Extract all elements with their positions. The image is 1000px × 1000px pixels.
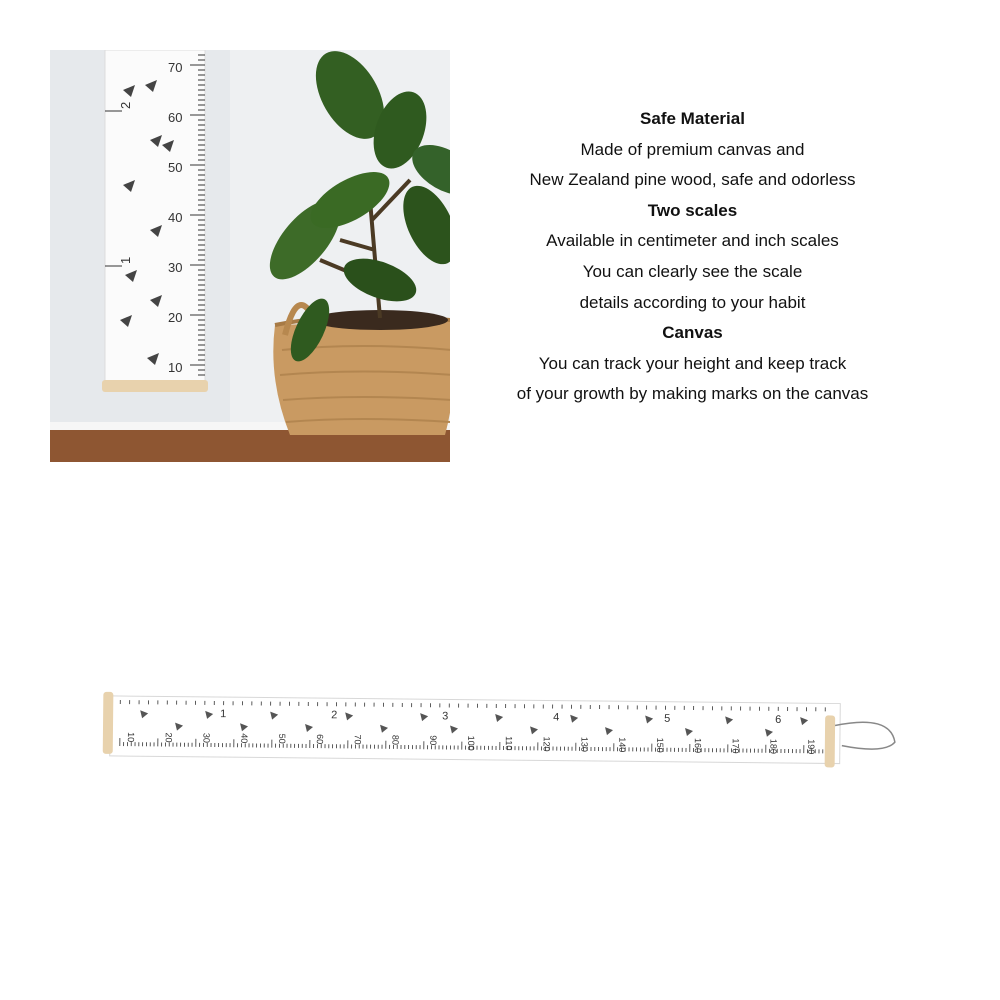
section-line: You can track your height and keep track xyxy=(538,353,847,373)
growth-chart-product xyxy=(100,690,900,770)
wood-end-left xyxy=(103,692,114,754)
cm-label: 150 xyxy=(654,737,666,753)
ruler-number: 20 xyxy=(168,310,183,325)
section-line: of your growth by making marks on the canvas xyxy=(516,384,869,404)
hanging-growth-chart xyxy=(102,50,208,392)
ruler-number: 10 xyxy=(168,360,183,375)
ruler-number: 30 xyxy=(168,260,183,275)
section-line: New Zealand pine wood, safe and odorless xyxy=(529,170,856,190)
ruler-number: 70 xyxy=(168,60,183,75)
cm-label: 180 xyxy=(768,738,779,754)
cm-label: 160 xyxy=(692,738,703,754)
cm-label: 190 xyxy=(806,739,817,755)
cm-label: 140 xyxy=(617,737,628,753)
section-heading: Canvas xyxy=(662,323,723,343)
inch-label: 3 xyxy=(442,710,449,723)
inch-label: 1 xyxy=(220,708,227,721)
section-line: Available in centimeter and inch scales xyxy=(546,231,839,251)
cm-label: 50 xyxy=(277,733,288,744)
inch-label: 6 xyxy=(775,713,782,726)
cm-label: 20 xyxy=(163,732,174,743)
cm-label: 90 xyxy=(428,735,439,746)
inch-label: 5 xyxy=(664,712,671,725)
cm-label: 40 xyxy=(239,733,250,744)
section-line: details according to your habit xyxy=(579,292,806,312)
inch-mark: 1 xyxy=(118,256,133,264)
inch-label: 4 xyxy=(553,711,560,724)
wood-end-right xyxy=(825,715,836,767)
growth-chart-svg xyxy=(100,690,900,770)
inch-mark: 2 xyxy=(118,101,133,109)
section-heading: Two scales xyxy=(647,200,738,220)
ruler-number: 60 xyxy=(168,110,183,125)
cm-label: 170 xyxy=(730,738,741,754)
section-line: Made of premium canvas and xyxy=(580,139,805,159)
cm-label: 30 xyxy=(201,732,212,743)
ruler-number: 50 xyxy=(168,160,183,175)
section-line: You can clearly see the scale xyxy=(582,261,803,281)
cm-label: 130 xyxy=(579,736,590,752)
cm-label: 10 xyxy=(125,732,136,743)
cm-label: 60 xyxy=(314,734,325,745)
inch-label: 2 xyxy=(331,709,338,722)
section-heading: Safe Material xyxy=(640,109,745,128)
cm-label: 110 xyxy=(503,736,514,751)
hanging-string xyxy=(835,722,895,749)
feature-description xyxy=(480,104,905,410)
cm-label: 80 xyxy=(390,734,401,745)
lifestyle-scene xyxy=(50,50,450,462)
ruler-number: 40 xyxy=(168,210,183,225)
cm-label: 70 xyxy=(352,734,363,745)
product-photo xyxy=(50,50,450,462)
cm-label: 100 xyxy=(465,735,477,751)
cm-label: 120 xyxy=(541,736,552,752)
